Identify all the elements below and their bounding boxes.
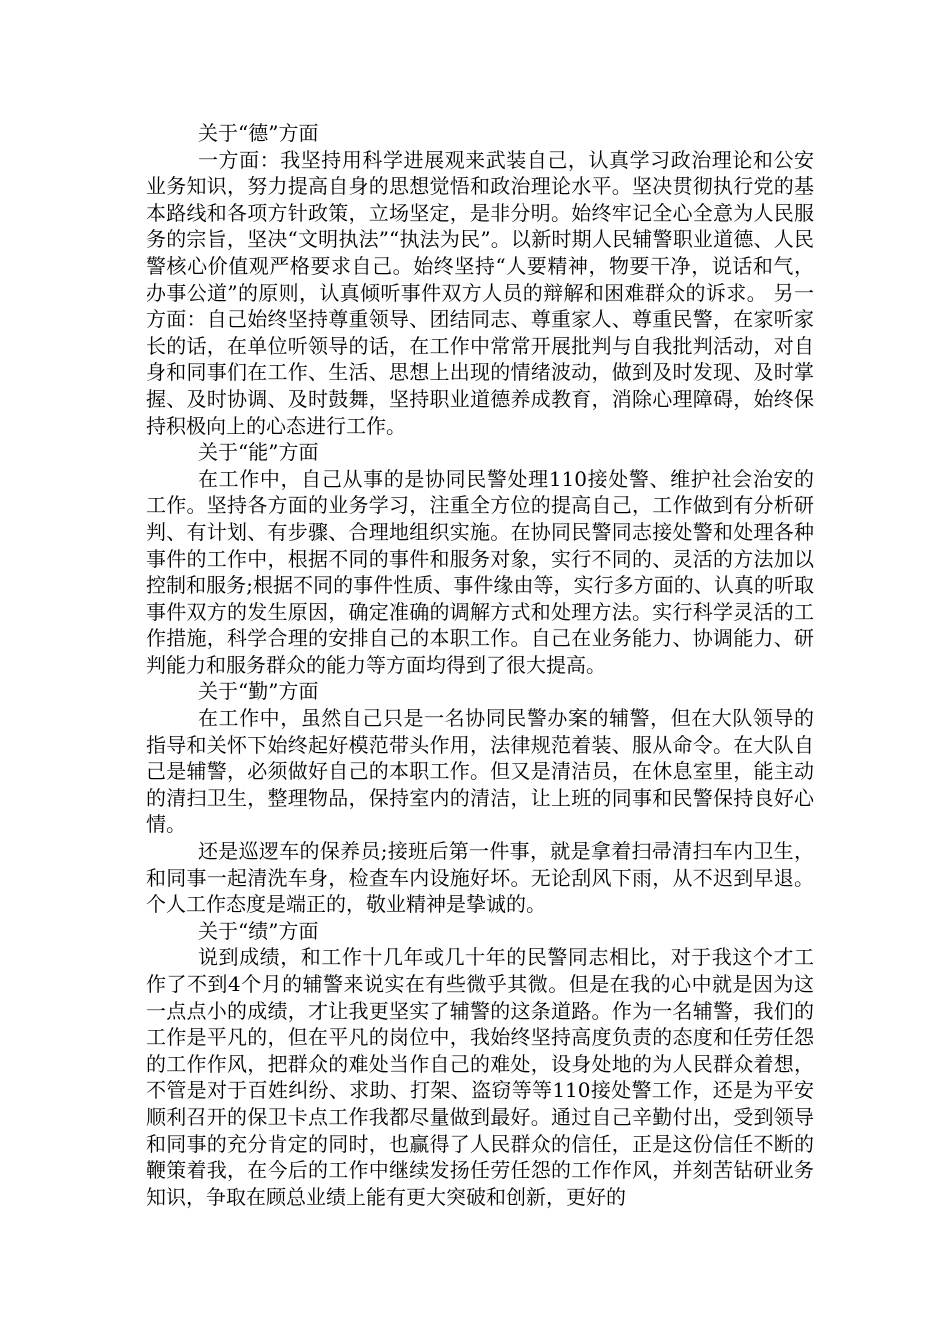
paragraph-ji: 说到成绩，和工作十几年或几十年的民警同志相比，对于我这个才工作了不到4个月的辅警来说实在有些微乎其微。但是在我的心中就是因为这一点点小的成绩，才让我更坚实了辅警的这条道路。作为一名辅警，我们的工作是平凡的，但在平凡的岗位中，我始终坚持高度负责的态度和任劳任怨的工作作风，把群众的难处当作自己的难处，设身处地的为人民群众着想，不管是对于百姓纠纷、求助、打架、盗窃等等110接处警工作，还是为平安顺利召开的保卫卡点工作我都尽量做到最好。通过自己辛勤付出，受到领导和同事的充分肯定的同时，也赢得了人民群众的信任，正是这份信任不断的鞭策着我，在今后的工作中继续发扬任劳任怨的工作作风，并刻苦钻研业务知识，争取在顾总业绩上能有更大突破和创新，更好的 bbox=[146, 945, 814, 1209]
document-page bbox=[146, 120, 814, 1210]
section-heading-de: 关于“德”方面 bbox=[198, 121, 319, 145]
paragraph-qin-2: 还是巡逻车的保养员;接班后第一件事，就是拿着扫帚清扫车内卫生，和同事一起清洗车身，检查车内设施好坏。无论刮风下雨，从不迟到早退。个人工作态度是端正的，敬业精神是挚诚的。 bbox=[146, 839, 814, 917]
section-heading-qin: 关于“勤”方面 bbox=[198, 679, 319, 704]
section-heading-ji: 关于“绩”方面 bbox=[198, 918, 319, 943]
paragraph-de: 一方面：我坚持用科学进展观来武装自己，认真学习政治理论和公安业务知识，努力提高自身的思想觉悟和政治理论水平。坚决贯彻执行党的基本路线和各项方针政策，立场坚定，是非分明。始终牢记全心全意为人民服务的宗旨，坚决“文明执法”“执法为民”。以新时期人民辅警职业道德、人民警核心价值观严格要求自己。始终坚持“人要精神，物要干净，说话和气，办事公道”的原则，认真倾听事件双方人员的辩解和困难群众的诉求。 另一方面：自己始终坚持尊重领导、团结同志、尊重家人、尊重民警，在家听家长的话，在单位听领导的话，在工作中常常开展批判与自我批判活动，对自身和同事们在工作、生活、思想上出现的情绪波动，做到及时发现、及时掌握、及时协调、及时鼓舞，坚持职业道德养成教育，消除心理障碍，始终保持积极向上的心态进行工作。 bbox=[146, 147, 814, 438]
section-heading-neng: 关于“能”方面 bbox=[198, 440, 319, 465]
paragraph-qin-1: 在工作中，虽然自己只是一名协同民警办案的辅警，但在大队领导的指导和关怀下始终起好模范带头作用，法律规范着装、服从命令。在大队自己是辅警，必须做好自己的本职工作。但又是清洁员，在休息室里，能主动的清扫卫生，整理物品，保持室内的清洁，让上班的同事和民警保持良好心情。 bbox=[146, 706, 814, 837]
paragraph-neng: 在工作中，自己从事的是协同民警处理110接处警、维护社会治安的工作。坚持各方面的业务学习，注重全方位的提高自己，工作做到有分析研判、有计划、有步骤、合理地组织实施。在协同民警同志接处警和处理各种事件的工作中，根据不同的事件和服务对象，实行不同的、灵活的方法加以控制和服务;根据不同的事件性质、事件缘由等，实行多方面的、认真的听取事件双方的发生原因，确定准确的调解方式和处理方法。实行科学灵活的工作措施，科学合理的安排自己的本职工作。自己在业务能力、协调能力、研判能力和服务群众的能力等方面均得到了很大提高。 bbox=[146, 466, 814, 677]
